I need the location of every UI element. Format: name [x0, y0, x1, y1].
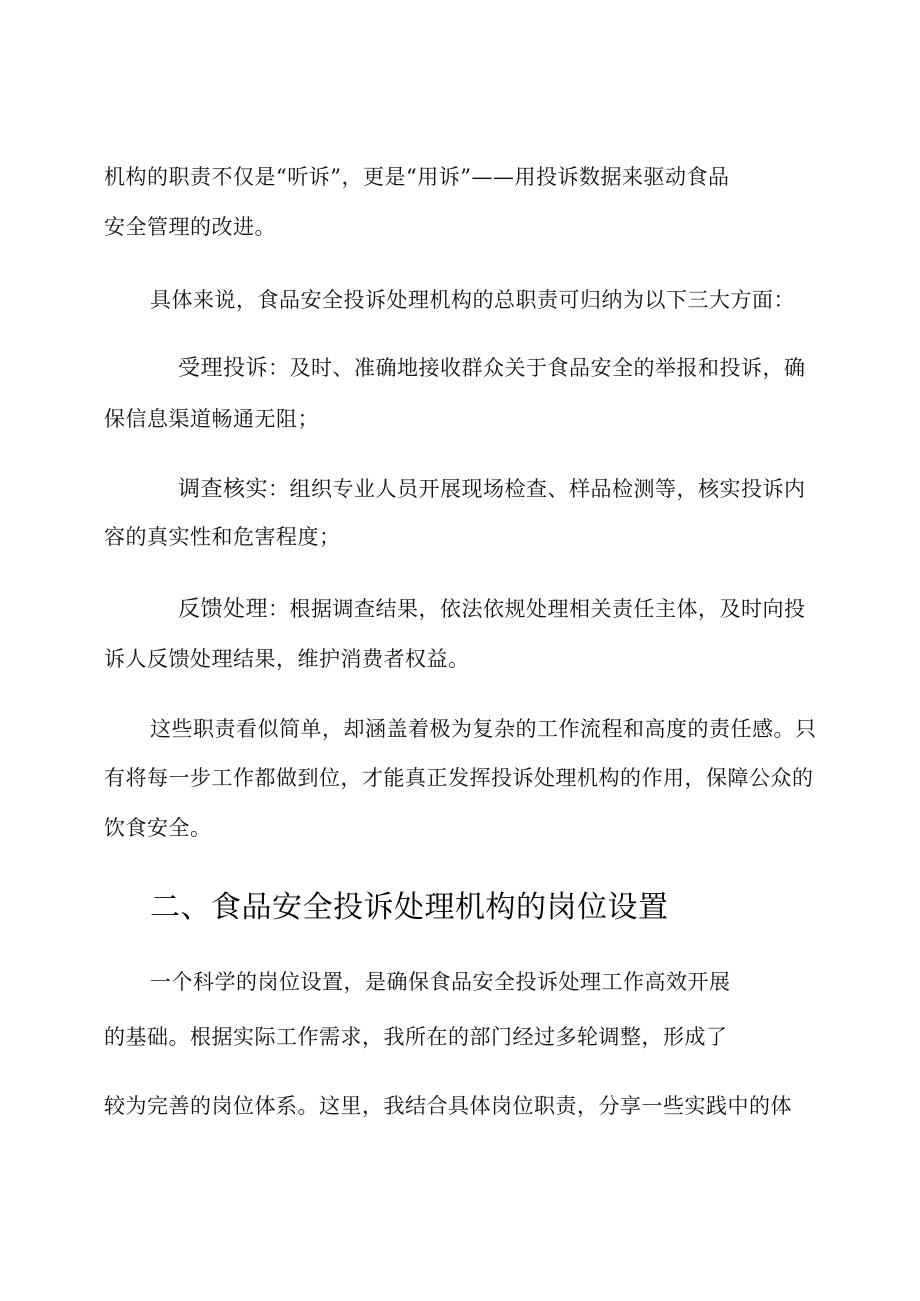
paragraph-1-line-2: 安全管理的改进。 [104, 215, 276, 239]
paragraph-1-line-1: 机构的职责不仅是“听诉”，更是“用诉”——用投诉数据来驱动食品 [104, 165, 730, 189]
duty-1-line-1 [178, 354, 806, 383]
duty-2-line-2: 容的真实性和危害程度； [104, 525, 341, 549]
section-2-line-3: 较为完善的岗位体系。这里，我结合具体岗位职责，分享一些实践中的体 [104, 1094, 792, 1118]
duty-3-term: 反馈处理 [178, 597, 269, 622]
paragraph-2: 具体来说，食品安全投诉处理机构的总职责可归纳为以下三大方面： [150, 288, 795, 312]
duty-2-line-1 [178, 475, 806, 504]
paragraph-3-line-2: 有将每一步工作都做到位，才能真正发挥投诉处理机构的作用，保障公众的 [104, 766, 814, 790]
duty-3-line-1 [178, 595, 806, 624]
section-2-heading: 二、食品安全投诉处理机构的岗位设置 [150, 890, 669, 925]
duty-2-term: 调查核实 [178, 477, 269, 502]
section-2-line-2: 的基础。根据实际工作需求，我所在的部门经过多轮调整，形成了 [104, 1025, 728, 1049]
duty-1-text: ：及时、准确地接收群众关于食品安全的举报和投诉，确 [268, 356, 806, 380]
duty-1-term: 受理投诉 [178, 356, 269, 381]
duty-2-text: ：组织专业人员开展现场检查、样品检测等，核实投诉内 [268, 477, 806, 501]
duty-3-line-2: 诉人反馈处理结果，维护消费者权益。 [104, 647, 470, 671]
duty-3-text: ：根据调查结果，依法依规处理相关责任主体，及时向投 [268, 597, 806, 621]
section-2-line-1: 一个科学的岗位设置，是确保食品安全投诉处理工作高效开展 [150, 970, 731, 994]
paragraph-3-line-1: 这些职责看似简单，却涵盖着极为复杂的工作流程和高度的责任感。只 [150, 717, 817, 741]
duty-1-line-2: 保信息渠道畅通无阻； [104, 407, 319, 431]
paragraph-3-line-3: 饮食安全。 [104, 816, 212, 840]
